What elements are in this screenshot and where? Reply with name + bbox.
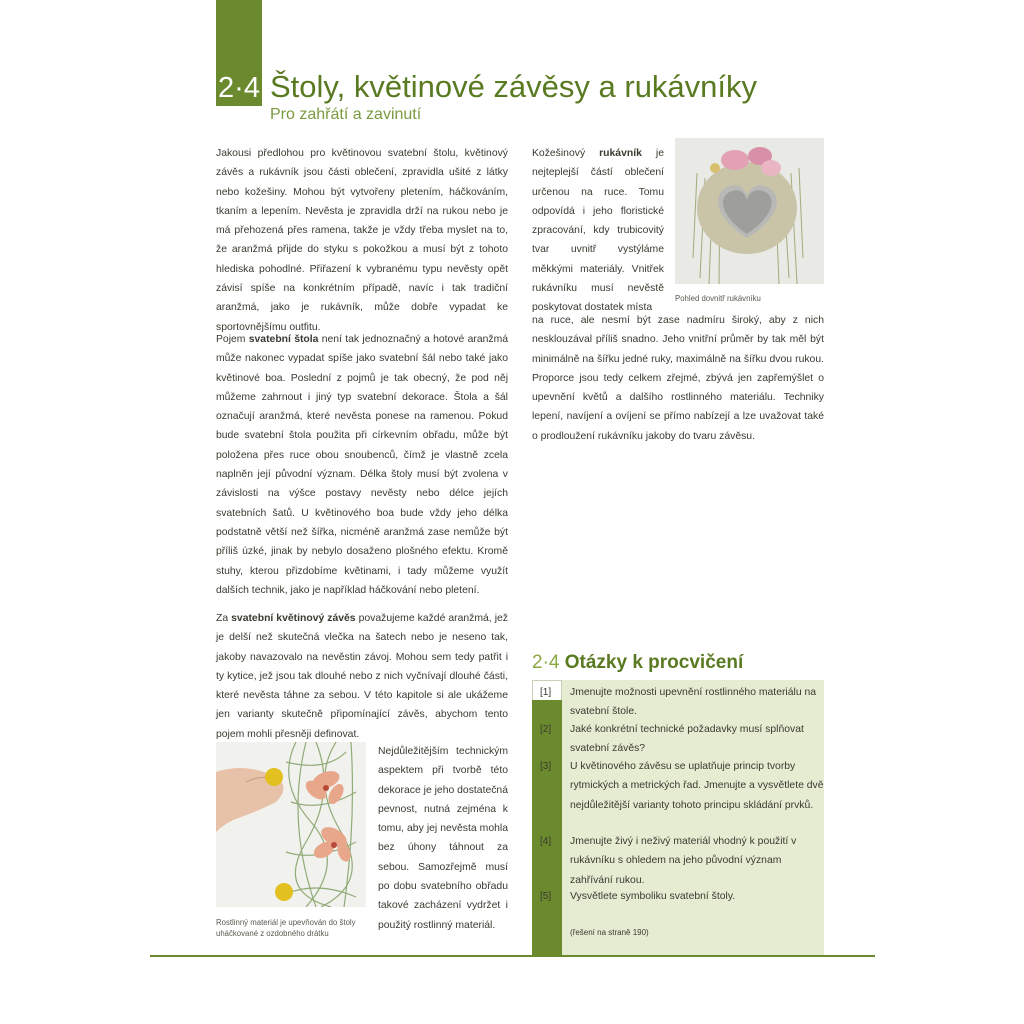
question-text: U květinového závěsu se uplatňuje princip tvorby rytmických a metrických řad. Jmenujte a vysvětlete dvě nejdůležitější varianty tohoto principu skládání prvků. [570,761,824,811]
page-title: Štoly, květinové závěsy a rukávníky [270,69,758,104]
question-number: [2] [540,724,552,735]
question-text: Jaké konkrétní technické požadavky musí splňovat svatební závěs? [570,724,804,755]
question-text: Vysvětlete symboliku svatební štoly. [570,891,736,902]
term-rukavnik: rukávník [599,148,642,159]
question-number: [3] [540,761,552,772]
term-kvetinovy-zaves: svatební květinový závěs [231,613,356,624]
question-text: Jmenujte možnosti upevnění rostlinného materiálu na svatební štole. [570,687,817,718]
paragraph-stola: Pojem svatební štola není tak jednoznačný a hotové aranžmá může nakonec vypadat spíše jako svatební šál nebo také jako květinové boa. Poslední z pojmů je tak obecný, že pod něj můžeme zahrnout i jiný typ svatební dekorace. Štola a šál označují aranžmá, které nevěsta ponese na ramenou. Pokud bude svatební štola použita při církevním obřadu, může být položena přes ruce obou snoubenců, čímž je vlastně zcela naplněn její původní význam. Délka štoly musí být zvolena v závislosti na výšce postavy nevěsty nebo délce jejích svatebních šatů. U květinového boa bude vždy jeho délka podstatně větší než šířka, nicméně aranžmá zase nemůže být příliš úzké, jinak by nebylo dosaženo plošného efektu. Kromě stuhy, kterou přizdobíme květinami, i tady můžeme využít dalších technik, jako je například háčkování nebo pletení. [216,334,509,596]
questions-heading [532,652,743,674]
paragraph-zaves: Za svatební květinový závěs považujeme každé aranžmá, jež je delší než skutečná vlečka na šatech nebo je neseno tak, jakoby navazovalo na nevěstin závoj. Mohou sem tedy patřit i ty kytice, jež jsou tak dlouhé nebo z nich vyčnívají dlouhé části, které nevěsta táhne za sebou. V této kapitole si ale ukážeme jen varianty skutečně připomínající závěs, abychom tento pojem mohli přesněji definovat. [216,613,508,740]
page-subtitle: Pro zahřátí a zavinutí [270,106,422,123]
question-number: [1] [540,687,552,698]
questions-number: 2·4 [532,652,560,673]
footer-rule [150,955,875,957]
questions-title: Otázky k procvičení [564,652,744,673]
paragraph-zaves-continued: Nejdůležitějším technickým aspektem při tvorbě této dekorace je jeho dostatečná pevnost, nutná zejména k tomu, aby jej nevěsta mohla bez úhony táhnout za sebou. Samozřejmě musí po dobu svatebního obřadu takové zacházení vydržet i použitý rostlinný materiál. [378,746,508,931]
photo-muff-heart [675,138,824,284]
photo-caption-orchid: Rostlinný materiál je upevňován do štoly uháčkované z ozdobného drátku [216,918,356,938]
paragraph-intro: Jakousi předlohou pro květinovou svatební štolu, květinový závěs a rukávník jsou části oblečení, zpravidla ušité z látky nebo kožešiny. Mohou být vytvořeny pletením, háčkováním, tkaním a lepením. Nevěsta je zpravidla drží na rukou nebo je má přehozená přes ramena, takže je vždy třeba myslet na to, že aranžmá přijde do styku s pokožkou a musí být z tohoto hlediska pohodlné. Přiřazení k vybranému typu nevěsty opět závisí spíše na konkrétním případě, navíc i tak tradiční aranžmá, jako je rukávník, může dobře vypadat ke sportovnějšímu outfitu. [216,148,508,333]
paragraph-rukavnik: Kožešinový rukávník je nejteplejší částí oblečení určenou na ruce. Tomu odpovídá i jeho floristické zpracování, kdy trubicovitý tvar uvnitř vystýláme měkkými materiály. Vnitřek rukávníku musí nevěstě poskytovat dostatek místa [532,148,664,314]
photo-caption-muff: Pohled dovnitř rukávníku [675,294,761,303]
solution-note: (řešení na straně 190) [570,928,649,937]
paragraph-rukavnik-continued: na ruce, ale nesmí být zase nadmíru široký, aby z nich nesklouzával příliš snadno. Jeho vnitřní průměr by tak měl být minimálně na šířku jedné ruky, maximálně na šířku dvou rukou. Proporce jsou tedy celkem zřejmé, zbývá jen zapřemýšlet o upevnění květů a dalšího rostlinného materiálu. Techniky lepení, navíjení a ovíjení se přímo nabízejí a lze uvažovat také o prodloužení rukávníku jakoby do tvaru závěsu. [532,315,824,442]
chapter-number: 2·4 [218,72,260,104]
question-text: Jmenujte živý i neživý materiál vhodný k použití v rukávníku s ohledem na jeho původní význam zahřívání rukou. [570,836,797,886]
question-number: [4] [540,836,552,847]
photo-orchid-stole [216,742,366,907]
question-number: [5] [540,891,552,902]
term-svatebni-stola: svatební štola [248,334,319,345]
